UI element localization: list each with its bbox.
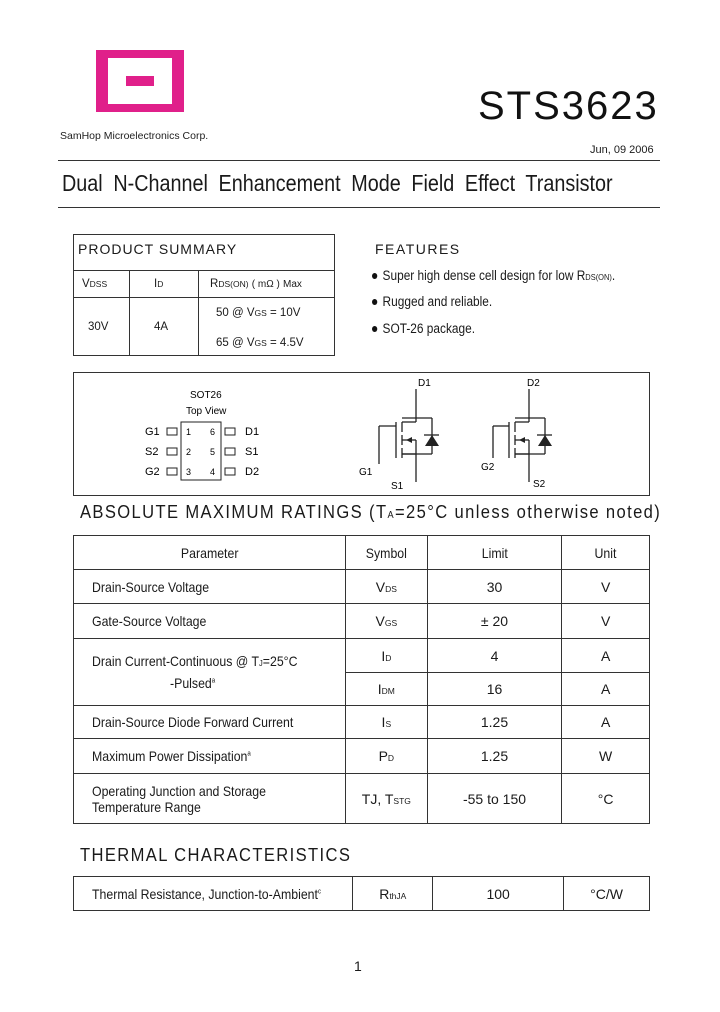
company-name: SamHop Microelectronics Corp. [60, 130, 209, 142]
title-rule [58, 207, 660, 208]
mosfet-symbol-1 [379, 389, 439, 482]
table-header-row: Parameter Symbol Limit Unit [74, 536, 650, 570]
id-value: 4A [154, 321, 169, 333]
package-view: Top View [186, 406, 227, 417]
rds-value-1: 50 @ VGS = 10V [216, 307, 301, 319]
table-row: Maximum Power Dissipation$^a$ PD 1.25 W [74, 739, 650, 774]
document-date: Jun, 09 2006 [590, 144, 654, 156]
pin-left-name: G2 [145, 466, 160, 478]
fet2-gate-label: G2 [481, 462, 495, 473]
col-rds: RDS(ON) ( mΩ ) Max [210, 278, 302, 290]
abs-max-table [73, 535, 650, 824]
col-vdss: VDSS [82, 278, 108, 290]
pin-left-name: G1 [145, 426, 160, 438]
rds-value-2: 65 @ VGS = 4.5V [216, 337, 304, 349]
pin-number: 5 [210, 447, 216, 457]
col-id: ID [154, 278, 164, 290]
product-summary-heading: PRODUCT SUMMARY [78, 241, 238, 257]
thermal-title: THERMAL CHARACTERISTICS [80, 845, 352, 865]
pin-right-name: S1 [245, 446, 259, 458]
fet2-drain-label: D2 [527, 378, 540, 389]
page-number: 1 [354, 958, 362, 974]
samhop-logo [96, 50, 184, 112]
pin-number: 1 [186, 427, 192, 437]
document-title: Dual N-Channel Enhancement Mode Field Effect Transistor [62, 170, 613, 196]
pin-number: 6 [210, 427, 216, 437]
header-rule [58, 160, 660, 161]
pin-left-name: S2 [145, 446, 159, 458]
feature-item: Rugged and reliable. [372, 294, 492, 309]
feature-item: SOT-26 package. [372, 321, 475, 336]
features-heading: FEATURES [375, 241, 461, 257]
product-summary-box [73, 234, 335, 356]
table-row: IDM 16 A [74, 673, 650, 706]
pin-number: 3 [186, 467, 192, 477]
table-row: Operating Junction and Storage Temperature Range TJ, TSTG -55 to 150 °C [74, 774, 650, 824]
part-number: STS3623 [478, 84, 659, 128]
vdss-value: 30V [88, 321, 109, 333]
abs-max-title: ABSOLUTE MAXIMUM RATINGS (TA=25°C unless otherwise noted) [80, 502, 662, 522]
fet1-drain-label: D1 [418, 378, 431, 389]
table-row: Drain-Source Voltage VDS 30 V [74, 570, 650, 604]
thermal-table [73, 876, 650, 911]
fet1-gate-label: G1 [359, 467, 373, 478]
mosfet-symbol-2 [493, 389, 552, 482]
pin-number: 4 [210, 467, 216, 477]
table-row: Drain-Source Diode Forward Current IS 1.25 A [74, 706, 650, 739]
fet2-source-label: S2 [533, 479, 546, 490]
table-row: Gate-Source Voltage VGS ± 20 V [74, 604, 650, 639]
table-row: Drain Current-Continuous @ TJ=25°C -Pulsed$^a$ ID 4 A [74, 639, 650, 673]
feature-item: Super high dense cell design for low RDS(ON). [372, 268, 615, 283]
pin-number: 2 [186, 447, 192, 457]
pin-right-name: D2 [245, 466, 260, 478]
table-row: Thermal Resistance, Junction-to-Ambient$^c$ RthJA 100 °C/W [74, 877, 650, 911]
pin-right-name: D1 [245, 426, 260, 438]
package-name: SOT26 [190, 390, 222, 401]
pinout-and-schematic [73, 372, 650, 496]
fet1-source-label: S1 [391, 481, 404, 492]
